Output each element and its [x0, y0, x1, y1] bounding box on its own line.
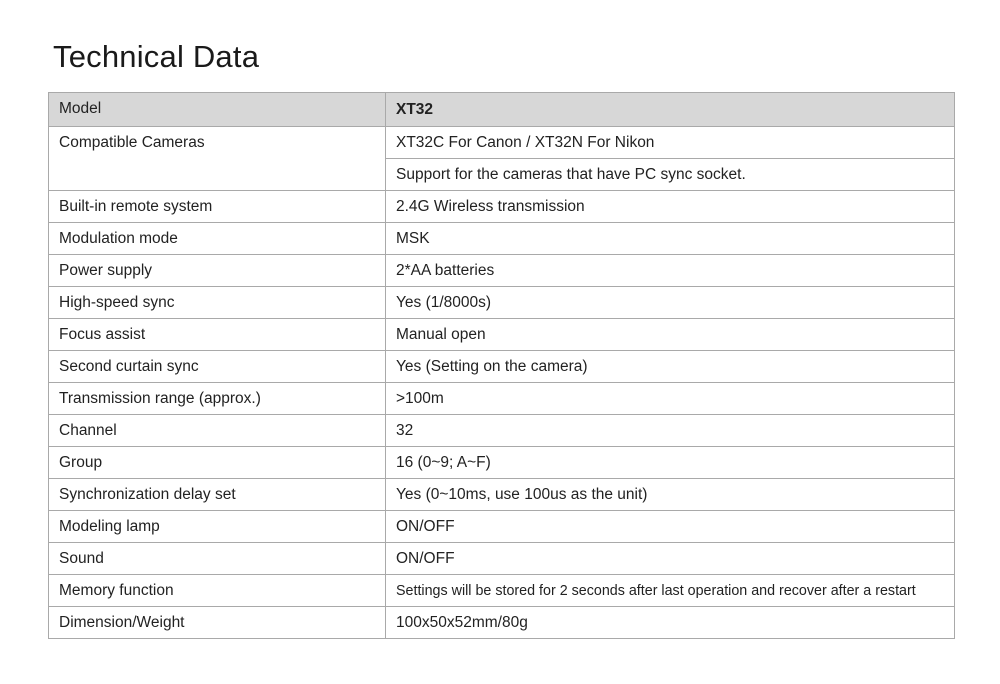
table-row — [49, 575, 955, 607]
row-label: Power supply — [49, 255, 386, 287]
model-label: Model — [49, 93, 386, 127]
row-label: Modeling lamp — [49, 511, 386, 543]
row-value: MSK — [386, 223, 955, 255]
table-row — [49, 127, 955, 159]
table-row — [49, 255, 955, 287]
row-value: Support for the cameras that have PC sync socket. — [386, 159, 955, 191]
table-row — [49, 287, 955, 319]
table-row — [49, 383, 955, 415]
row-label: Memory function — [49, 575, 386, 607]
row-value: Yes (1/8000s) — [386, 287, 955, 319]
row-value: 32 — [386, 415, 955, 447]
row-value: >100m — [386, 383, 955, 415]
row-label: Transmission range (approx.) — [49, 383, 386, 415]
table-row — [49, 479, 955, 511]
row-value: 2*AA batteries — [386, 255, 955, 287]
row-label: Dimension/Weight — [49, 607, 386, 639]
table-header-row — [49, 93, 955, 127]
table-row — [49, 543, 955, 575]
row-value: ON/OFF — [386, 543, 955, 575]
model-value: XT32 — [386, 93, 955, 127]
row-label: High-speed sync — [49, 287, 386, 319]
row-value: Manual open — [386, 319, 955, 351]
table-row — [49, 447, 955, 479]
table-row — [49, 191, 955, 223]
row-value: 16 (0~9; A~F) — [386, 447, 955, 479]
table-row — [49, 351, 955, 383]
technical-data-table — [48, 92, 955, 639]
row-label: Channel — [49, 415, 386, 447]
table-row — [49, 511, 955, 543]
row-value: XT32C For Canon / XT32N For Nikon — [386, 127, 955, 159]
page-title: Technical Data — [53, 39, 260, 74]
row-label: Second curtain sync — [49, 351, 386, 383]
row-value: ON/OFF — [386, 511, 955, 543]
row-label: Modulation mode — [49, 223, 386, 255]
row-value: Settings will be stored for 2 seconds after last operation and recover after a restart — [386, 575, 955, 607]
row-label: Group — [49, 447, 386, 479]
row-value: Yes (Setting on the camera) — [386, 351, 955, 383]
row-label: Focus assist — [49, 319, 386, 351]
row-value: Yes (0~10ms, use 100us as the unit) — [386, 479, 955, 511]
row-value: 2.4G Wireless transmission — [386, 191, 955, 223]
table-row — [49, 415, 955, 447]
row-label: Built-in remote system — [49, 191, 386, 223]
row-label: Compatible Cameras — [49, 127, 386, 191]
table-row — [49, 319, 955, 351]
row-label: Synchronization delay set — [49, 479, 386, 511]
table-row — [49, 223, 955, 255]
row-label: Sound — [49, 543, 386, 575]
row-value: 100x50x52mm/80g — [386, 607, 955, 639]
table-row — [49, 607, 955, 639]
